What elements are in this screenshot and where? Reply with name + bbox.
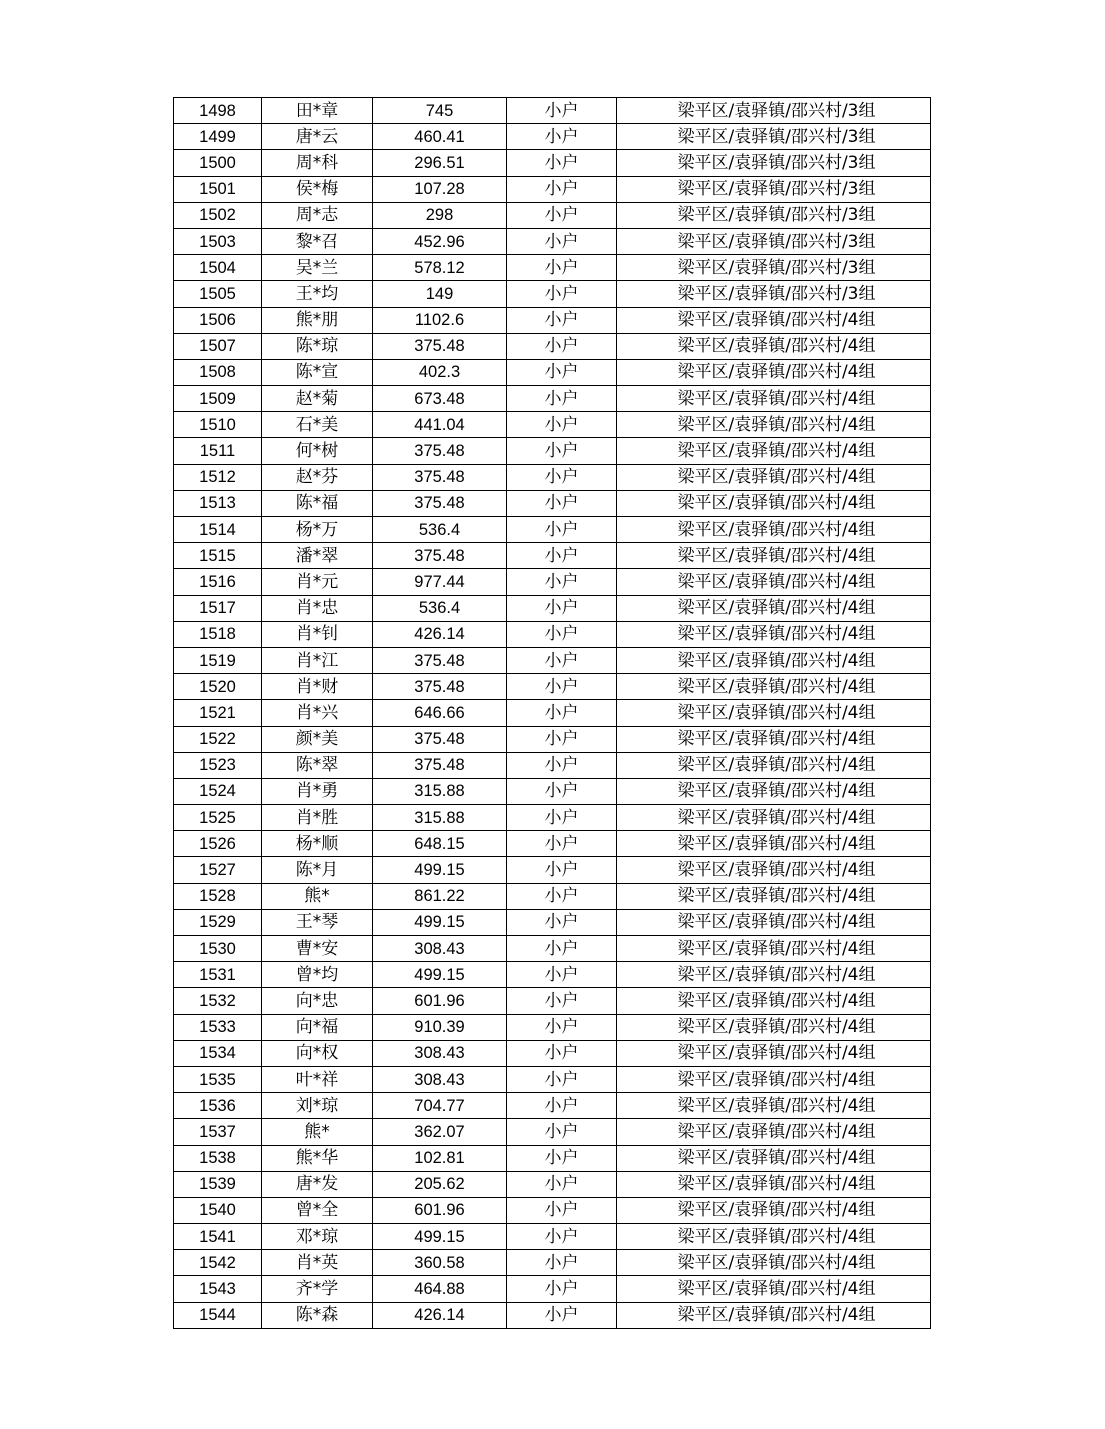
cell-id: 1500 (174, 150, 262, 176)
cell-location: 梁平区/袁驿镇/邵兴村/4组 (617, 674, 931, 700)
cell-type: 小户 (507, 150, 617, 176)
cell-area: 464.88 (373, 1276, 507, 1302)
table-row (174, 1197, 931, 1223)
table-row (174, 1145, 931, 1171)
cell-location: 梁平区/袁驿镇/邵兴村/4组 (617, 464, 931, 490)
cell-name: 向*忠 (262, 988, 373, 1014)
cell-location: 梁平区/袁驿镇/邵兴村/4组 (617, 359, 931, 385)
cell-area: 375.48 (373, 438, 507, 464)
cell-area: 704.77 (373, 1093, 507, 1119)
cell-id: 1544 (174, 1302, 262, 1328)
table-row (174, 831, 931, 857)
cell-area: 298 (373, 202, 507, 228)
cell-id: 1521 (174, 700, 262, 726)
cell-name: 肖*钊 (262, 621, 373, 647)
table-row (174, 464, 931, 490)
table-row (174, 1276, 931, 1302)
cell-location: 梁平区/袁驿镇/邵兴村/4组 (617, 883, 931, 909)
cell-name: 陈*森 (262, 1302, 373, 1328)
table-row (174, 1302, 931, 1328)
table-row (174, 228, 931, 254)
cell-location: 梁平区/袁驿镇/邵兴村/4组 (617, 333, 931, 359)
cell-id: 1516 (174, 569, 262, 595)
cell-location: 梁平区/袁驿镇/邵兴村/4组 (617, 647, 931, 673)
cell-location: 梁平区/袁驿镇/邵兴村/4组 (617, 1040, 931, 1066)
cell-name: 陈*福 (262, 490, 373, 516)
cell-type: 小户 (507, 1302, 617, 1328)
table-row (174, 176, 931, 202)
cell-type: 小户 (507, 517, 617, 543)
cell-area: 375.48 (373, 464, 507, 490)
table-row (174, 595, 931, 621)
table-row (174, 700, 931, 726)
cell-area: 977.44 (373, 569, 507, 595)
cell-type: 小户 (507, 909, 617, 935)
cell-name: 叶*祥 (262, 1066, 373, 1092)
table-row (174, 98, 931, 124)
cell-location: 梁平区/袁驿镇/邵兴村/4组 (617, 1276, 931, 1302)
table-row (174, 150, 931, 176)
cell-type: 小户 (507, 464, 617, 490)
cell-location: 梁平区/袁驿镇/邵兴村/3组 (617, 150, 931, 176)
table-row (174, 1066, 931, 1092)
cell-name: 肖*兴 (262, 700, 373, 726)
cell-area: 910.39 (373, 1014, 507, 1040)
cell-id: 1520 (174, 674, 262, 700)
cell-id: 1523 (174, 752, 262, 778)
cell-location: 梁平区/袁驿镇/邵兴村/3组 (617, 98, 931, 124)
cell-name: 赵*芬 (262, 464, 373, 490)
cell-id: 1510 (174, 412, 262, 438)
cell-type: 小户 (507, 176, 617, 202)
cell-location: 梁平区/袁驿镇/邵兴村/4组 (617, 1302, 931, 1328)
cell-name: 何*树 (262, 438, 373, 464)
cell-type: 小户 (507, 831, 617, 857)
cell-name: 刘*琼 (262, 1093, 373, 1119)
cell-id: 1531 (174, 962, 262, 988)
cell-id: 1538 (174, 1145, 262, 1171)
cell-location: 梁平区/袁驿镇/邵兴村/4组 (617, 412, 931, 438)
cell-area: 646.66 (373, 700, 507, 726)
cell-location: 梁平区/袁驿镇/邵兴村/4组 (617, 909, 931, 935)
cell-name: 熊* (262, 883, 373, 909)
cell-location: 梁平区/袁驿镇/邵兴村/3组 (617, 202, 931, 228)
cell-location: 梁平区/袁驿镇/邵兴村/4组 (617, 543, 931, 569)
cell-location: 梁平区/袁驿镇/邵兴村/4组 (617, 1119, 931, 1145)
cell-type: 小户 (507, 726, 617, 752)
table-row (174, 726, 931, 752)
cell-type: 小户 (507, 386, 617, 412)
cell-location: 梁平区/袁驿镇/邵兴村/3组 (617, 281, 931, 307)
cell-id: 1530 (174, 936, 262, 962)
cell-area: 452.96 (373, 228, 507, 254)
cell-area: 308.43 (373, 936, 507, 962)
cell-area: 441.04 (373, 412, 507, 438)
cell-id: 1541 (174, 1224, 262, 1250)
cell-type: 小户 (507, 412, 617, 438)
table-row (174, 752, 931, 778)
cell-id: 1503 (174, 228, 262, 254)
cell-area: 536.4 (373, 595, 507, 621)
table-row (174, 778, 931, 804)
table-row (174, 490, 931, 516)
cell-area: 375.48 (373, 726, 507, 752)
cell-type: 小户 (507, 805, 617, 831)
table-row (174, 438, 931, 464)
cell-area: 499.15 (373, 1224, 507, 1250)
table-row (174, 962, 931, 988)
cell-name: 肖*胜 (262, 805, 373, 831)
cell-name: 肖*财 (262, 674, 373, 700)
cell-area: 536.4 (373, 517, 507, 543)
table-row (174, 1171, 931, 1197)
cell-name: 潘*翠 (262, 543, 373, 569)
cell-id: 1502 (174, 202, 262, 228)
cell-id: 1533 (174, 1014, 262, 1040)
cell-area: 578.12 (373, 255, 507, 281)
records-table-body (174, 98, 931, 1329)
cell-area: 149 (373, 281, 507, 307)
cell-name: 肖*勇 (262, 778, 373, 804)
cell-id: 1534 (174, 1040, 262, 1066)
cell-name: 田*章 (262, 98, 373, 124)
cell-type: 小户 (507, 857, 617, 883)
cell-name: 陈*琼 (262, 333, 373, 359)
cell-area: 648.15 (373, 831, 507, 857)
cell-id: 1508 (174, 359, 262, 385)
cell-area: 1102.6 (373, 307, 507, 333)
cell-area: 375.48 (373, 333, 507, 359)
cell-id: 1542 (174, 1250, 262, 1276)
table-row (174, 124, 931, 150)
cell-location: 梁平区/袁驿镇/邵兴村/4组 (617, 700, 931, 726)
cell-type: 小户 (507, 936, 617, 962)
cell-area: 601.96 (373, 1197, 507, 1223)
cell-area: 308.43 (373, 1040, 507, 1066)
cell-area: 375.48 (373, 752, 507, 778)
cell-id: 1519 (174, 647, 262, 673)
cell-name: 周*科 (262, 150, 373, 176)
cell-id: 1535 (174, 1066, 262, 1092)
table-row (174, 202, 931, 228)
cell-area: 673.48 (373, 386, 507, 412)
cell-name: 唐*发 (262, 1171, 373, 1197)
records-table (173, 97, 931, 1329)
cell-type: 小户 (507, 1040, 617, 1066)
cell-id: 1537 (174, 1119, 262, 1145)
cell-location: 梁平区/袁驿镇/邵兴村/4组 (617, 726, 931, 752)
cell-type: 小户 (507, 569, 617, 595)
cell-id: 1501 (174, 176, 262, 202)
table-row (174, 517, 931, 543)
table-row (174, 255, 931, 281)
cell-name: 肖*忠 (262, 595, 373, 621)
cell-type: 小户 (507, 1250, 617, 1276)
cell-name: 陈*宣 (262, 359, 373, 385)
cell-type: 小户 (507, 595, 617, 621)
cell-name: 赵*菊 (262, 386, 373, 412)
cell-area: 308.43 (373, 1066, 507, 1092)
table-row (174, 1040, 931, 1066)
cell-name: 吴*兰 (262, 255, 373, 281)
cell-name: 肖*元 (262, 569, 373, 595)
cell-location: 梁平区/袁驿镇/邵兴村/4组 (617, 1224, 931, 1250)
cell-location: 梁平区/袁驿镇/邵兴村/4组 (617, 386, 931, 412)
cell-area: 426.14 (373, 1302, 507, 1328)
cell-name: 向*福 (262, 1014, 373, 1040)
cell-id: 1506 (174, 307, 262, 333)
cell-area: 107.28 (373, 176, 507, 202)
table-row (174, 1119, 931, 1145)
cell-area: 601.96 (373, 988, 507, 1014)
cell-name: 曹*安 (262, 936, 373, 962)
table-row (174, 1224, 931, 1250)
cell-type: 小户 (507, 1197, 617, 1223)
cell-name: 杨*万 (262, 517, 373, 543)
cell-location: 梁平区/袁驿镇/邵兴村/4组 (617, 988, 931, 1014)
table-row (174, 333, 931, 359)
cell-area: 375.48 (373, 647, 507, 673)
cell-type: 小户 (507, 1276, 617, 1302)
cell-name: 王*琴 (262, 909, 373, 935)
table-row (174, 647, 931, 673)
cell-area: 315.88 (373, 778, 507, 804)
cell-type: 小户 (507, 1066, 617, 1092)
cell-type: 小户 (507, 255, 617, 281)
cell-area: 296.51 (373, 150, 507, 176)
table-row (174, 988, 931, 1014)
cell-name: 熊*华 (262, 1145, 373, 1171)
cell-name: 齐*学 (262, 1276, 373, 1302)
cell-location: 梁平区/袁驿镇/邵兴村/4组 (617, 517, 931, 543)
cell-id: 1509 (174, 386, 262, 412)
cell-location: 梁平区/袁驿镇/邵兴村/4组 (617, 490, 931, 516)
cell-area: 499.15 (373, 857, 507, 883)
cell-type: 小户 (507, 359, 617, 385)
cell-location: 梁平区/袁驿镇/邵兴村/4组 (617, 778, 931, 804)
cell-id: 1514 (174, 517, 262, 543)
cell-area: 375.48 (373, 543, 507, 569)
cell-type: 小户 (507, 543, 617, 569)
cell-area: 362.07 (373, 1119, 507, 1145)
cell-name: 王*均 (262, 281, 373, 307)
cell-name: 向*权 (262, 1040, 373, 1066)
cell-location: 梁平区/袁驿镇/邵兴村/4组 (617, 438, 931, 464)
cell-name: 颜*美 (262, 726, 373, 752)
cell-area: 315.88 (373, 805, 507, 831)
cell-type: 小户 (507, 307, 617, 333)
cell-location: 梁平区/袁驿镇/邵兴村/4组 (617, 831, 931, 857)
cell-location: 梁平区/袁驿镇/邵兴村/4组 (617, 621, 931, 647)
cell-type: 小户 (507, 1093, 617, 1119)
cell-name: 杨*顺 (262, 831, 373, 857)
table-row (174, 569, 931, 595)
cell-area: 360.58 (373, 1250, 507, 1276)
cell-id: 1539 (174, 1171, 262, 1197)
cell-location: 梁平区/袁驿镇/邵兴村/3组 (617, 228, 931, 254)
cell-type: 小户 (507, 1014, 617, 1040)
cell-name: 熊* (262, 1119, 373, 1145)
cell-location: 梁平区/袁驿镇/邵兴村/4组 (617, 595, 931, 621)
cell-type: 小户 (507, 988, 617, 1014)
cell-type: 小户 (507, 674, 617, 700)
cell-type: 小户 (507, 281, 617, 307)
table-row (174, 909, 931, 935)
cell-id: 1511 (174, 438, 262, 464)
table-row (174, 857, 931, 883)
cell-name: 石*美 (262, 412, 373, 438)
cell-type: 小户 (507, 228, 617, 254)
cell-type: 小户 (507, 1224, 617, 1250)
cell-location: 梁平区/袁驿镇/邵兴村/4组 (617, 1171, 931, 1197)
cell-name: 周*志 (262, 202, 373, 228)
cell-id: 1524 (174, 778, 262, 804)
cell-location: 梁平区/袁驿镇/邵兴村/4组 (617, 805, 931, 831)
cell-location: 梁平区/袁驿镇/邵兴村/4组 (617, 962, 931, 988)
cell-id: 1505 (174, 281, 262, 307)
cell-location: 梁平区/袁驿镇/邵兴村/3组 (617, 255, 931, 281)
cell-id: 1527 (174, 857, 262, 883)
cell-id: 1499 (174, 124, 262, 150)
cell-id: 1528 (174, 883, 262, 909)
table-row (174, 674, 931, 700)
cell-id: 1498 (174, 98, 262, 124)
table-row (174, 307, 931, 333)
cell-id: 1529 (174, 909, 262, 935)
table-row (174, 1014, 931, 1040)
table-row (174, 359, 931, 385)
cell-type: 小户 (507, 621, 617, 647)
table-row (174, 936, 931, 962)
cell-area: 460.41 (373, 124, 507, 150)
cell-area: 375.48 (373, 674, 507, 700)
cell-id: 1513 (174, 490, 262, 516)
cell-name: 曾*均 (262, 962, 373, 988)
cell-area: 426.14 (373, 621, 507, 647)
cell-location: 梁平区/袁驿镇/邵兴村/4组 (617, 1250, 931, 1276)
cell-type: 小户 (507, 124, 617, 150)
cell-name: 肖*英 (262, 1250, 373, 1276)
cell-name: 熊*朋 (262, 307, 373, 333)
cell-name: 侯*梅 (262, 176, 373, 202)
table-row (174, 621, 931, 647)
cell-location: 梁平区/袁驿镇/邵兴村/4组 (617, 857, 931, 883)
table-row (174, 805, 931, 831)
cell-type: 小户 (507, 1145, 617, 1171)
cell-id: 1522 (174, 726, 262, 752)
table-row (174, 1250, 931, 1276)
cell-name: 陈*翠 (262, 752, 373, 778)
cell-type: 小户 (507, 962, 617, 988)
cell-name: 曾*全 (262, 1197, 373, 1223)
cell-type: 小户 (507, 647, 617, 673)
cell-id: 1512 (174, 464, 262, 490)
cell-location: 梁平区/袁驿镇/邵兴村/4组 (617, 1014, 931, 1040)
cell-type: 小户 (507, 1171, 617, 1197)
cell-area: 499.15 (373, 962, 507, 988)
cell-id: 1536 (174, 1093, 262, 1119)
cell-name: 邓*琼 (262, 1224, 373, 1250)
cell-id: 1543 (174, 1276, 262, 1302)
cell-location: 梁平区/袁驿镇/邵兴村/4组 (617, 1145, 931, 1171)
cell-name: 唐*云 (262, 124, 373, 150)
table-row (174, 386, 931, 412)
cell-location: 梁平区/袁驿镇/邵兴村/4组 (617, 569, 931, 595)
cell-type: 小户 (507, 778, 617, 804)
cell-type: 小户 (507, 700, 617, 726)
table-row (174, 281, 931, 307)
cell-type: 小户 (507, 883, 617, 909)
cell-location: 梁平区/袁驿镇/邵兴村/4组 (617, 936, 931, 962)
cell-type: 小户 (507, 202, 617, 228)
cell-id: 1540 (174, 1197, 262, 1223)
cell-area: 375.48 (373, 490, 507, 516)
cell-location: 梁平区/袁驿镇/邵兴村/4组 (617, 1093, 931, 1119)
cell-area: 499.15 (373, 909, 507, 935)
cell-location: 梁平区/袁驿镇/邵兴村/4组 (617, 752, 931, 778)
cell-area: 205.62 (373, 1171, 507, 1197)
cell-area: 745 (373, 98, 507, 124)
cell-area: 861.22 (373, 883, 507, 909)
cell-type: 小户 (507, 752, 617, 778)
cell-type: 小户 (507, 98, 617, 124)
cell-type: 小户 (507, 333, 617, 359)
cell-id: 1525 (174, 805, 262, 831)
cell-id: 1532 (174, 988, 262, 1014)
table-row (174, 412, 931, 438)
cell-type: 小户 (507, 1119, 617, 1145)
cell-type: 小户 (507, 490, 617, 516)
cell-type: 小户 (507, 438, 617, 464)
cell-location: 梁平区/袁驿镇/邵兴村/4组 (617, 1066, 931, 1092)
cell-location: 梁平区/袁驿镇/邵兴村/3组 (617, 124, 931, 150)
cell-name: 肖*江 (262, 647, 373, 673)
table-row (174, 883, 931, 909)
cell-id: 1504 (174, 255, 262, 281)
cell-location: 梁平区/袁驿镇/邵兴村/4组 (617, 307, 931, 333)
cell-location: 梁平区/袁驿镇/邵兴村/4组 (617, 1197, 931, 1223)
cell-id: 1526 (174, 831, 262, 857)
cell-area: 402.3 (373, 359, 507, 385)
table-row (174, 543, 931, 569)
cell-name: 陈*月 (262, 857, 373, 883)
cell-name: 黎*召 (262, 228, 373, 254)
cell-location: 梁平区/袁驿镇/邵兴村/3组 (617, 176, 931, 202)
cell-area: 102.81 (373, 1145, 507, 1171)
cell-id: 1518 (174, 621, 262, 647)
cell-id: 1515 (174, 543, 262, 569)
cell-id: 1507 (174, 333, 262, 359)
table-row (174, 1093, 931, 1119)
cell-id: 1517 (174, 595, 262, 621)
